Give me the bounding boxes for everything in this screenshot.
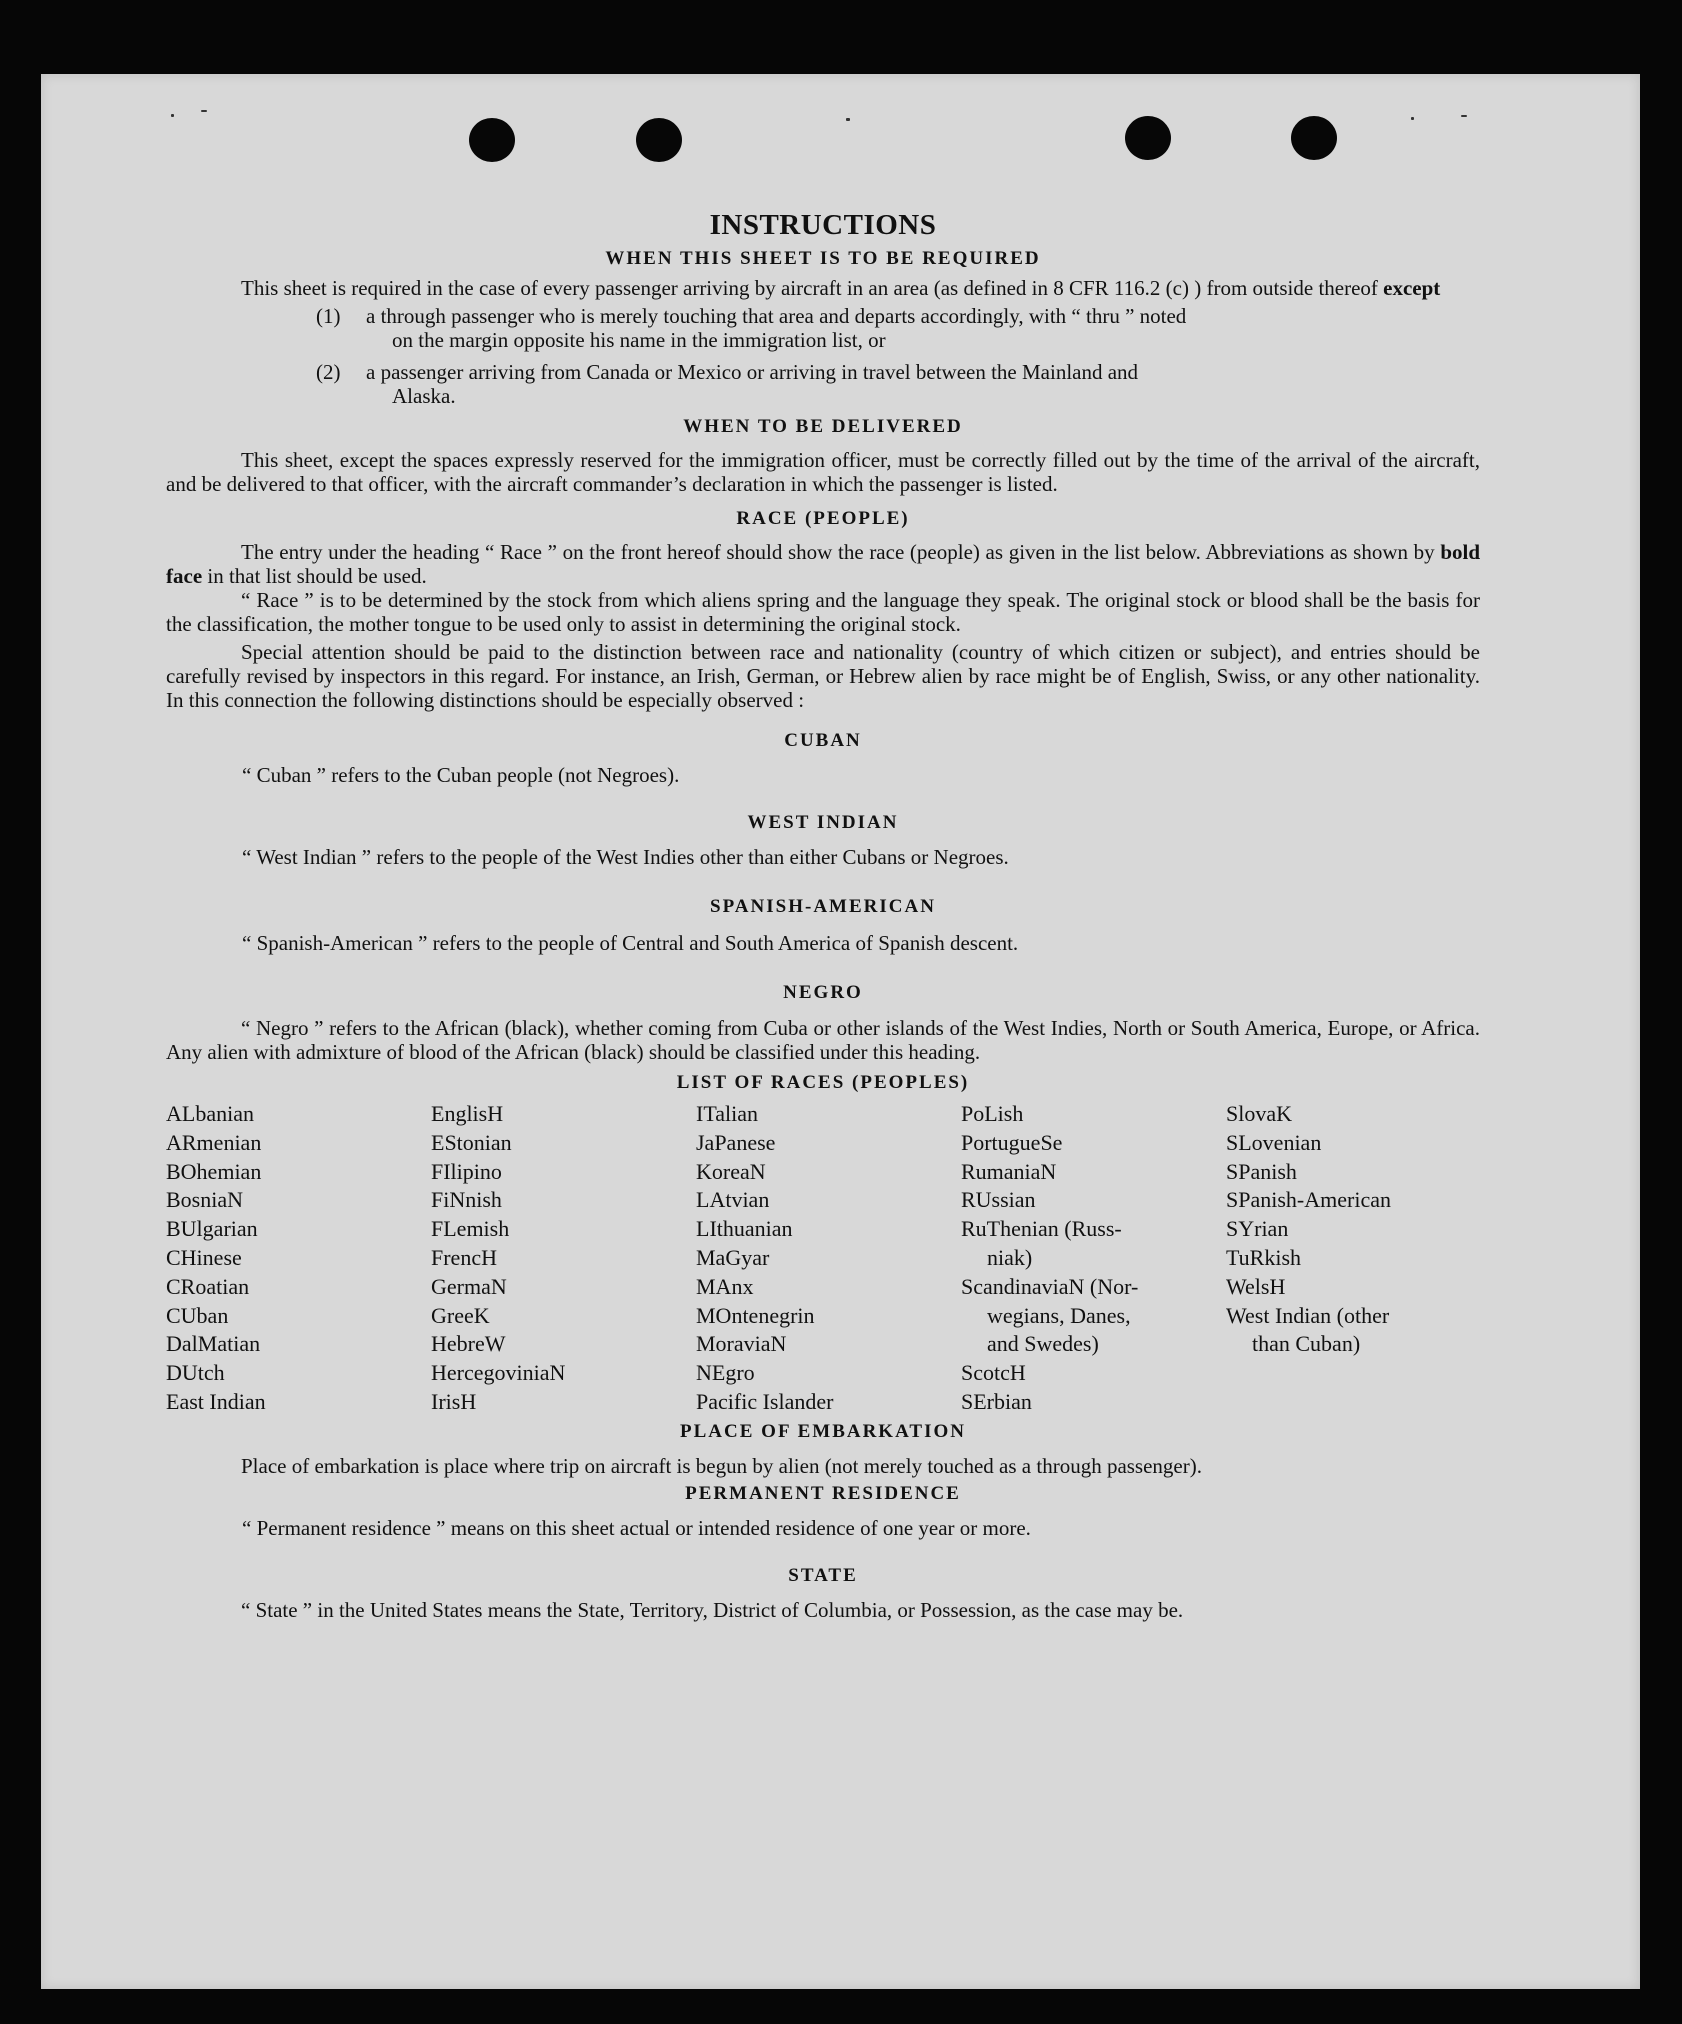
race-item: EnglisH [431, 1101, 504, 1126]
item-line: a through passenger who is merely touching that area and departs accordingly, with “ thru ” noted [366, 304, 1187, 328]
race-item: SPanish [1226, 1158, 1297, 1184]
item-line: on the margin opposite his name in the immigration list, or [392, 328, 886, 352]
race-item: BOhemian [166, 1158, 262, 1184]
paper-speck [201, 110, 207, 112]
item-text [366, 360, 1480, 408]
race-item: BosniaN [166, 1187, 243, 1213]
paragraph: “ Negro ” refers to the African (black), whether coming from Cuba or other islands of the West Indies, North or South America, Europe, or Africa. Any alien with admixture of blood of the African (black) should be classified under this heading. [166, 1016, 1480, 1064]
item-number: (1) [316, 304, 341, 328]
race-item: WelsH [1226, 1273, 1286, 1299]
paragraph [166, 276, 1480, 300]
bold-face-label: bold face [166, 540, 1481, 588]
race-item: SYrian [1226, 1216, 1289, 1242]
race-item: MaGyar [696, 1244, 770, 1270]
race-column [696, 1100, 961, 1417]
item-text [366, 304, 1480, 352]
race-item: SPanish-American [1226, 1187, 1391, 1213]
race-item: HebreW [431, 1331, 506, 1357]
definition-text: “ Spanish-American ” refers to the people of Central and South America of Spanish descent. [242, 931, 1019, 955]
list-item [316, 304, 1480, 352]
paper-speck [1461, 115, 1467, 117]
race-item: LIthuanian [696, 1216, 793, 1242]
paragraph-text: This sheet is required in the case of every passenger arriving by aircraft in an area (as defined in 8 CFR 116.2 (c) ) from outside thereof [241, 276, 1378, 300]
section-heading: WHEN TO BE DELIVERED [683, 416, 963, 437]
race-item: MOntenegrin [696, 1302, 815, 1328]
paragraph [166, 540, 1480, 588]
definition-text: “ Permanent residence ” means on this sheet actual or intended residence of one year or more. [242, 1515, 1031, 1540]
section-heading: STATE [788, 1564, 858, 1586]
race-item-continued: and Swedes) [987, 1331, 1099, 1357]
race-item: SErbian [961, 1388, 1032, 1414]
race-item: PortugueSe [961, 1129, 1063, 1155]
paragraph: Special attention should be paid to the distinction between race and nationality (country of which citizen or subject), and entries should be carefully revised by inspectors in this regard. For instance, an Irish, German, or Hebrew alien by race might be of English, Swiss, or any other nationality. In this connection the following distinctions should be especially observed : [166, 640, 1480, 712]
race-item: ITalian [696, 1101, 758, 1126]
race-column [961, 1100, 1226, 1417]
race-item: PoLish [961, 1101, 1024, 1126]
race-item: DalMatian [166, 1331, 261, 1357]
section-heading: WEST INDIAN [747, 812, 899, 833]
section-heading: PERMANENT RESIDENCE [685, 1482, 961, 1504]
item-line: a passenger arriving from Canada or Mexico or arriving in travel between the Mainland and [366, 360, 1139, 384]
race-item: ARmenian [166, 1129, 262, 1155]
section-heading: RACE (PEOPLE) [736, 508, 910, 529]
section-heading: NEGRO [783, 982, 863, 1003]
race-item-continued: niak) [987, 1244, 1033, 1270]
definition-text: “ Cuban ” refers to the Cuban people (not Negroes). [242, 763, 680, 787]
paragraph: “ State ” in the United States means the State, Territory, District of Columbia, or Possession, as the case may be. [241, 1597, 1184, 1622]
race-item: RUssian [961, 1187, 1036, 1213]
race-item: GreeK [431, 1302, 490, 1328]
race-column [166, 1100, 431, 1417]
race-item: GermaN [431, 1273, 507, 1299]
race-item: Pacific Islander [696, 1388, 834, 1414]
section-heading: PLACE OF EMBARKATION [680, 1420, 966, 1442]
race-item: ScandinaviaN (Nor- [961, 1273, 1139, 1299]
paragraph: Place of embarkation is place where trip on aircraft is begun by alien (not merely touched as a through passenger). [241, 1453, 1202, 1478]
race-item: ScotcH [961, 1360, 1026, 1386]
race-item: JaPanese [696, 1129, 776, 1155]
paragraph-text: The entry under the heading “ Race ” on the front hereof should show the race (people) as given in the list below. Abbreviations as shown by [241, 540, 1435, 564]
race-item: NEgro [696, 1360, 755, 1386]
paragraph: This sheet, except the spaces expressly reserved for the immigration officer, must be correctly filled out by the time of the arrival of the aircraft, and be delivered to that officer, with the aircraft commander’s declaration in which the passenger is listed. [166, 448, 1480, 496]
race-item: DUtch [166, 1360, 225, 1386]
race-item: SlovaK [1226, 1101, 1292, 1126]
race-item: CUban [166, 1302, 229, 1328]
section-heading: CUBAN [784, 730, 862, 751]
item-number: (2) [316, 360, 341, 384]
section-heading: SPANISH-AMERICAN [710, 896, 936, 917]
paragraph-text: in that list should be used. [207, 564, 427, 588]
paper-speck [1411, 117, 1414, 120]
race-item: FLemish [431, 1216, 510, 1242]
item-line: Alaska. [392, 384, 456, 408]
race-item: IrisH [431, 1388, 477, 1414]
race-item: FIlipino [431, 1158, 502, 1184]
race-item: RuThenian (Russ- [961, 1216, 1122, 1242]
race-item: FrencH [431, 1244, 497, 1270]
instructions-content [166, 134, 1480, 1625]
race-item: EStonian [431, 1129, 512, 1155]
race-item-continued: than Cuban) [1252, 1331, 1361, 1357]
race-item: MoraviaN [696, 1331, 787, 1357]
race-item: MAnx [696, 1273, 754, 1299]
race-item: TuRkish [1226, 1244, 1302, 1270]
paper-speck [846, 118, 850, 121]
page-title: INSTRUCTIONS [709, 209, 937, 241]
race-item: HercegoviniaN [431, 1360, 566, 1386]
race-column [1226, 1100, 1491, 1417]
race-list [166, 1100, 1480, 1417]
paper-speck [171, 114, 174, 117]
race-item: BUlgarian [166, 1216, 258, 1242]
race-item-continued: wegians, Danes, [987, 1302, 1131, 1328]
section-heading: WHEN THIS SHEET IS TO BE REQUIRED [605, 248, 1041, 269]
except-label: except [1383, 276, 1441, 300]
list-item [316, 360, 1480, 408]
race-item: FiNnish [431, 1187, 502, 1213]
race-item: West Indian (other [1226, 1302, 1390, 1328]
paragraph: “ Race ” is to be determined by the stock from which aliens spring and the language they speak. The original stock or blood shall be the basis for the classification, the mother tongue to be used only to assist in determining the original stock. [166, 588, 1480, 636]
race-column [431, 1100, 696, 1417]
race-item: CRoatian [166, 1273, 250, 1299]
race-item: RumaniaN [961, 1158, 1057, 1184]
definition-text: “ West Indian ” refers to the people of the West Indies other than either Cubans or Negroes. [242, 845, 1009, 869]
race-item: CHinese [166, 1244, 242, 1270]
race-item: SLovenian [1226, 1129, 1322, 1155]
section-heading: LIST OF RACES (PEOPLES) [676, 1072, 970, 1093]
race-item: KoreaN [696, 1158, 766, 1184]
race-item: ALbanian [166, 1101, 254, 1126]
race-item: LAtvian [696, 1187, 770, 1213]
race-item: East Indian [166, 1388, 266, 1414]
